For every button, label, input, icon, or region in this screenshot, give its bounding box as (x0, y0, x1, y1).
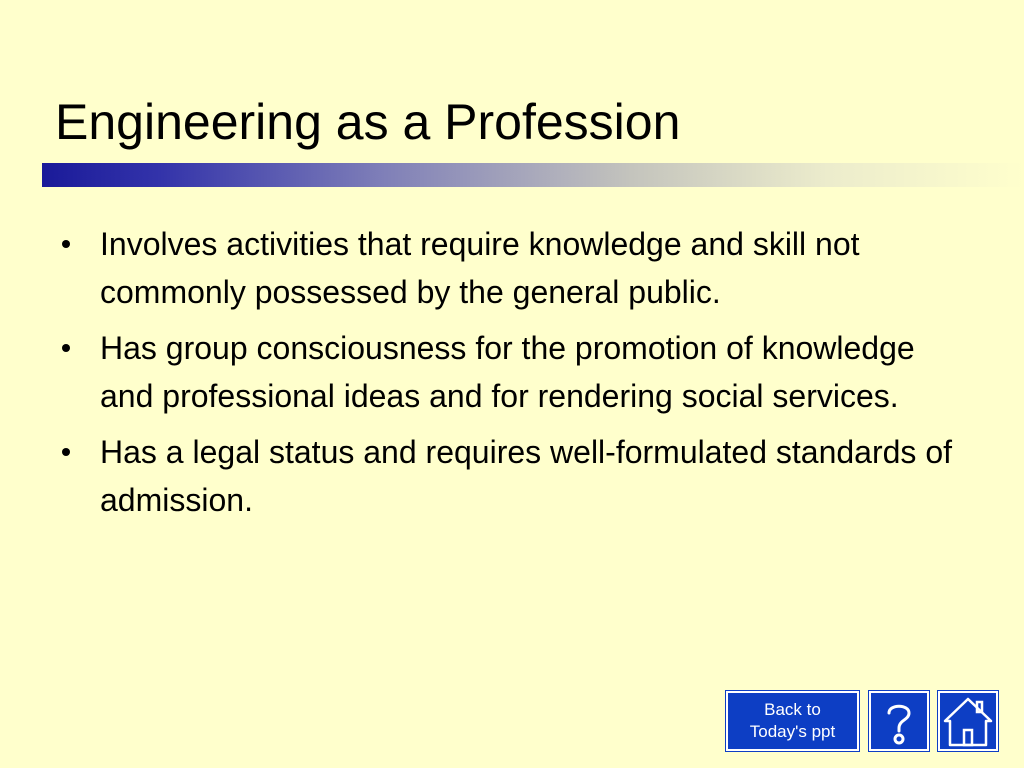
bullet-item (62, 428, 962, 524)
bullet-dot-icon (62, 448, 70, 456)
bullet-list (62, 220, 962, 532)
bullet-item (62, 220, 962, 316)
bullet-text: Involves activities that require knowledge and skill not commonly possessed by the general public. (100, 226, 860, 310)
bullet-item (62, 324, 962, 420)
bullet-dot-icon (62, 344, 70, 352)
title-underline-bar (42, 163, 1024, 187)
home-button[interactable] (938, 691, 998, 751)
bullet-text: Has group consciousness for the promotion of knowledge and professional ideas and for rendering social services. (100, 330, 915, 414)
question-mark-icon (871, 693, 927, 749)
house-icon (940, 693, 996, 749)
back-to-todays-ppt-button[interactable] (726, 691, 859, 751)
back-button-label: Back to Today's ppt (749, 700, 836, 741)
bullet-text: Has a legal status and requires well-formulated standards of admission. (100, 434, 952, 518)
bullet-dot-icon (62, 240, 70, 248)
help-button[interactable] (869, 691, 929, 751)
slide-title: Engineering as a Profession (55, 94, 681, 150)
